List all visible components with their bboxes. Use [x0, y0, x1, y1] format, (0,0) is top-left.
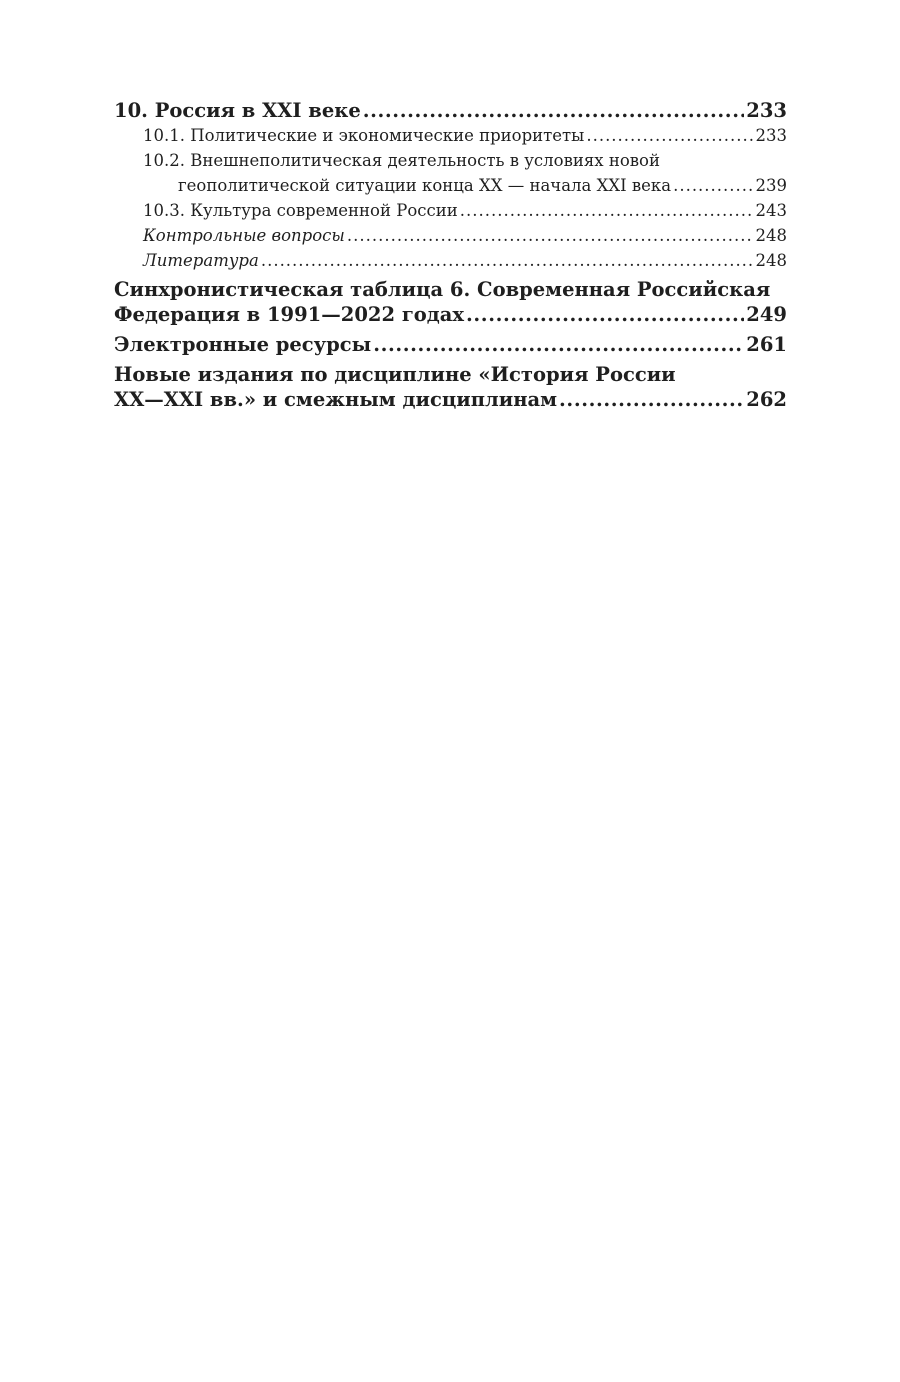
- toc-leader-dots: [586, 123, 753, 148]
- toc-entry-new-editions[interactable]: [114, 362, 787, 412]
- toc-entry-title-line2: геополитической ситуации конца XX — начала XXI века: [178, 176, 672, 195]
- toc-page-number: 261: [746, 333, 787, 356]
- toc-leader-dots: [559, 387, 744, 412]
- toc-leader-dots: [363, 98, 745, 123]
- toc-leader-dots: [460, 198, 754, 223]
- toc-entry-electronic-resources[interactable]: [114, 332, 787, 357]
- toc-page-number: 243: [755, 201, 787, 220]
- toc-entry-title: 10. Россия в XXI веке: [114, 99, 361, 122]
- toc-entry-title-line1: Синхронистическая таблица 6. Современная Российская: [114, 278, 771, 301]
- toc-entry-title: Электронные ресурсы: [114, 333, 372, 356]
- toc-page-number: 248: [755, 251, 787, 270]
- toc-entry-section-10-3[interactable]: [114, 198, 787, 223]
- toc-entry-chapter-10[interactable]: [114, 98, 787, 123]
- toc-page-number: 262: [746, 388, 787, 411]
- toc-page-number: 233: [755, 126, 787, 145]
- toc-entry-title-line2: Федерация в 1991—2022 годах: [114, 303, 465, 326]
- toc-entry-title-line1: 10.2. Внешнеполитическая деятельность в условиях новой: [143, 151, 660, 170]
- toc-entry-title-line2: XX—XXI вв.» и смежным дисциплинам: [114, 388, 558, 411]
- toc-entry-literature[interactable]: [114, 248, 787, 273]
- toc-page-number: 248: [755, 226, 787, 245]
- toc-entry-title: Литература: [143, 251, 259, 270]
- toc-entry-section-10-2[interactable]: [114, 148, 787, 198]
- toc-page-number: 233: [746, 99, 787, 122]
- toc-entry-title: Контрольные вопросы: [143, 226, 345, 245]
- toc-entry-title: 10.3. Культура современной России: [143, 201, 458, 220]
- table-of-contents: [114, 98, 787, 412]
- toc-leader-dots: [373, 332, 744, 357]
- toc-page-number: 249: [746, 303, 787, 326]
- toc-entry-section-10-1[interactable]: [114, 123, 787, 148]
- toc-leader-dots: [466, 302, 744, 327]
- toc-entry-synchronistic-table[interactable]: [114, 277, 787, 327]
- toc-leader-dots: [261, 248, 754, 273]
- toc-leader-dots: [673, 173, 753, 198]
- toc-entry-title-line1: Новые издания по дисциплине «История России: [114, 363, 676, 386]
- toc-entry-control-questions[interactable]: [114, 223, 787, 248]
- toc-page-number: 239: [755, 176, 787, 195]
- toc-entry-title: 10.1. Политические и экономические приоритеты: [143, 126, 585, 145]
- toc-leader-dots: [347, 223, 754, 248]
